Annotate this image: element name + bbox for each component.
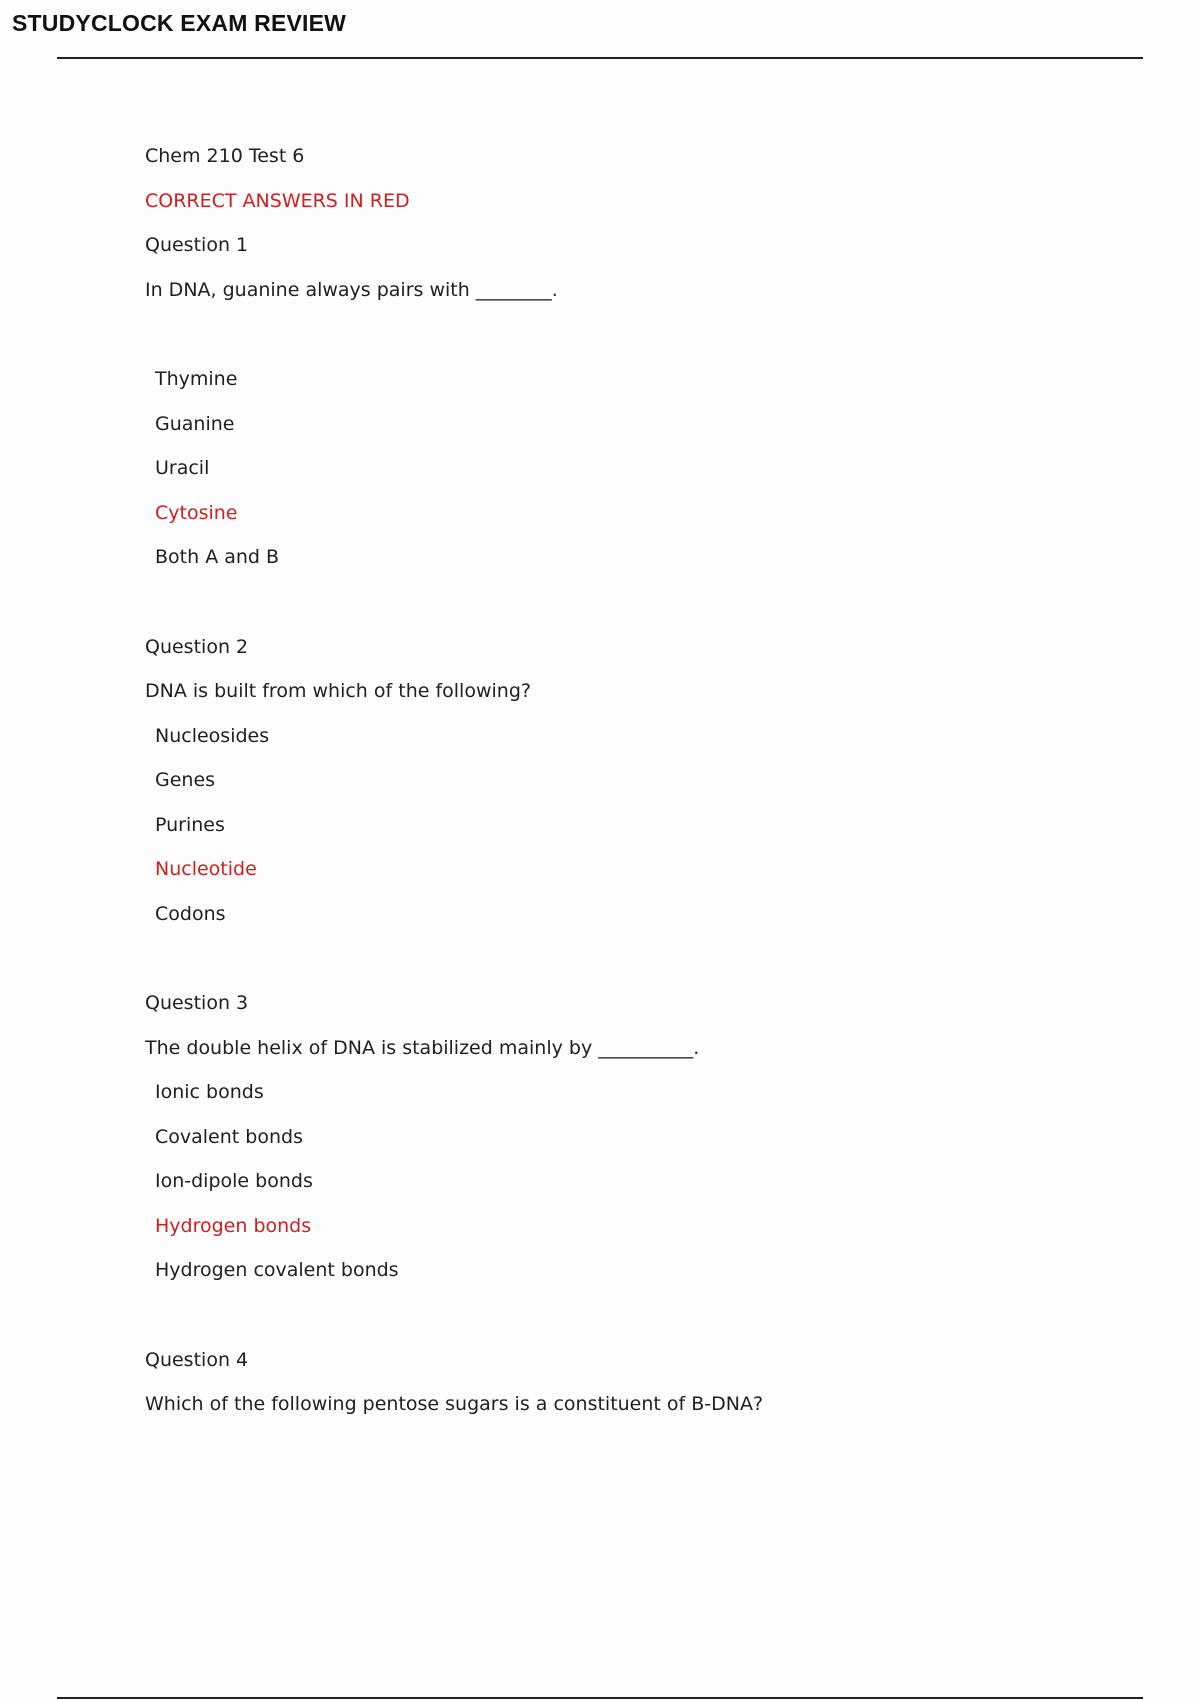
question-prompt: The double helix of DNA is stabilized mainly by __________. — [145, 1036, 700, 1059]
spacer — [145, 318, 1125, 363]
answer-option: Codons — [155, 902, 226, 925]
answer-option: Nucleosides — [155, 724, 270, 747]
answer-option: Genes — [155, 769, 216, 791]
answer-option: Ion-dipole bonds — [155, 1170, 313, 1192]
question-prompt: DNA is built from which of the following? — [145, 680, 531, 702]
answer-option: Ionic bonds — [155, 1081, 264, 1103]
document-body — [145, 140, 1125, 1433]
answer-option: Thymine — [155, 368, 238, 390]
question-block — [145, 1344, 1125, 1433]
question-label: Question 4 — [145, 1348, 249, 1371]
page-header-title: STUDYCLOCK EXAM REVIEW — [12, 10, 347, 36]
question-block — [145, 987, 1125, 1299]
answer-option: Both A and B — [155, 546, 280, 568]
answers-note: CORRECT ANSWERS IN RED — [145, 189, 410, 212]
spacer — [145, 942, 1125, 987]
answer-option-correct: Hydrogen bonds — [155, 1214, 312, 1237]
answer-option: Hydrogen covalent bonds — [155, 1259, 399, 1281]
question-block — [145, 229, 1125, 586]
answer-option: Covalent bonds — [155, 1125, 303, 1148]
spacer — [145, 586, 1125, 631]
question-label: Question 1 — [145, 234, 249, 256]
header-rule — [57, 57, 1143, 59]
answer-option: Purines — [155, 813, 225, 836]
question-prompt: Which of the following pentose sugars is a constituent of B-DNA? — [145, 1393, 764, 1415]
answer-option-correct: Nucleotide — [155, 858, 257, 880]
question-prompt: In DNA, guanine always pairs with ________. — [145, 278, 558, 301]
answer-option-correct: Cytosine — [155, 501, 238, 524]
spacer — [145, 1299, 1125, 1344]
test-title: Chem 210 Test 6 — [145, 145, 305, 167]
answer-option: Guanine — [155, 412, 235, 435]
question-block — [145, 631, 1125, 943]
question-label: Question 2 — [145, 635, 249, 658]
question-label: Question 3 — [145, 992, 249, 1014]
footer-rule — [57, 1697, 1143, 1699]
answer-option: Uracil — [155, 457, 210, 479]
